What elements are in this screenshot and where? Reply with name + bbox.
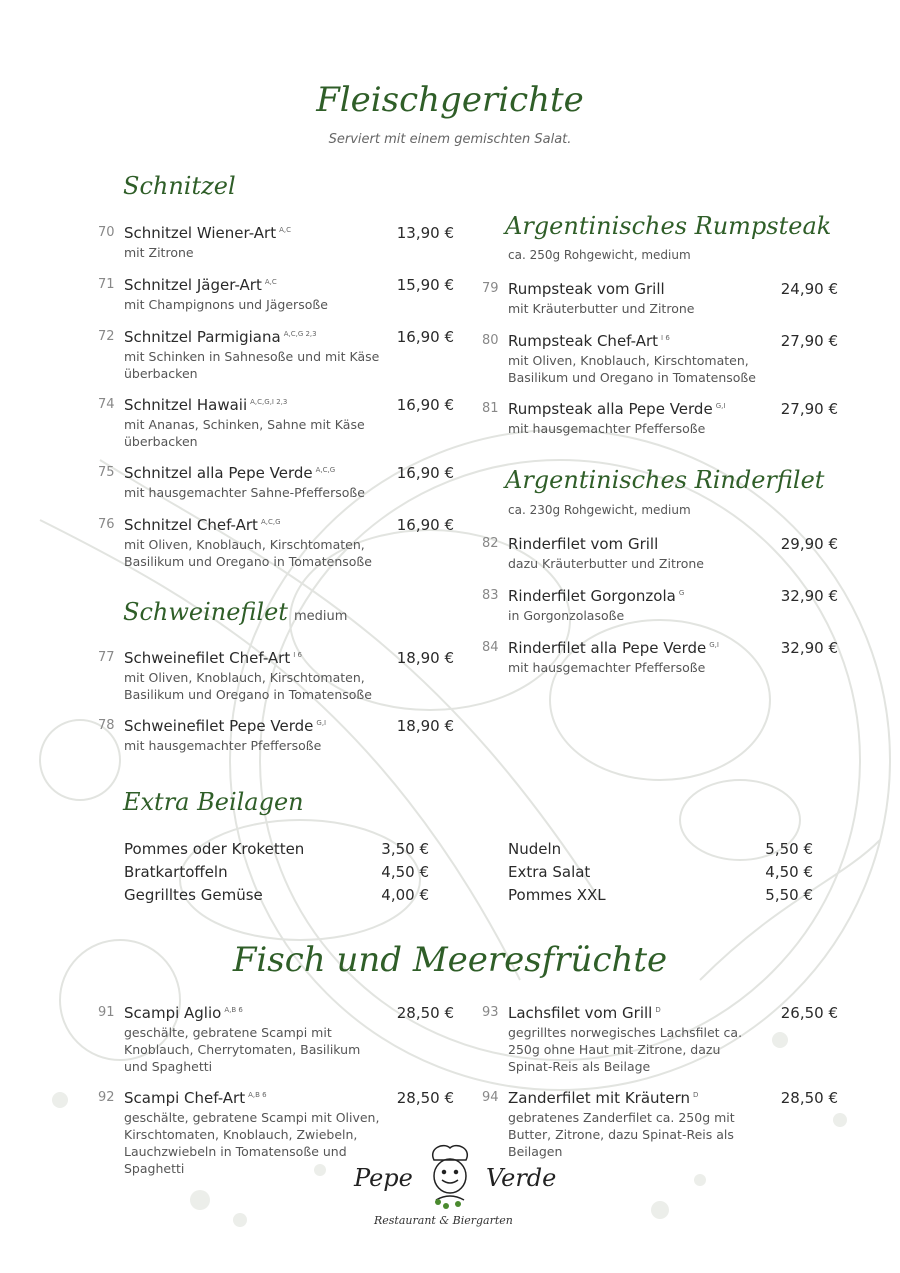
item-name: Schnitzel Jäger-Art (124, 276, 262, 294)
item-price: 28,50 € (396, 1004, 454, 1022)
extra-price: 5,50 € (765, 840, 813, 858)
section-note-rumpsteak: ca. 250g Rohgewicht, medium (508, 248, 691, 262)
item-price: 32,90 € (780, 587, 838, 605)
item-description: mit Oliven, Knoblauch, Kirschtomaten, Basilikum und Oregano in Tomatensoße (124, 670, 372, 702)
item-description: mit hausgemachter Pfeffersoße (508, 421, 706, 436)
extra-name: Extra Salat (508, 863, 591, 881)
item-allergens: D (655, 1006, 661, 1014)
item-number: 71 (98, 277, 115, 292)
item-allergens: A,C,G (315, 466, 336, 474)
section-title-schweinefilet (123, 598, 347, 626)
extra-item (508, 863, 813, 886)
item-allergens: A,B 6 (224, 1006, 243, 1014)
item-name: Schnitzel alla Pepe Verde (124, 464, 313, 482)
item-allergens: I 6 (293, 651, 302, 659)
extra-price: 5,50 € (765, 886, 813, 904)
item-description: mit Kräuterbutter und Zitrone (508, 301, 695, 316)
extra-price: 4,00 € (381, 886, 429, 904)
item-price: 18,90 € (396, 649, 454, 667)
item-name: Schnitzel Chef-Art (124, 516, 258, 534)
item-price: 28,50 € (396, 1089, 454, 1107)
menu-item (482, 400, 838, 437)
item-number: 93 (482, 1005, 499, 1020)
item-name: Scampi Aglio (124, 1004, 222, 1022)
item-number: 82 (482, 536, 499, 551)
item-description: mit Ananas, Schinken, Sahne mit Käse überbacken (124, 417, 365, 449)
menu-item (98, 328, 454, 382)
item-price: 13,90 € (396, 224, 454, 242)
extras-left-list (124, 840, 429, 909)
item-description: gegrilltes norwegisches Lachsfilet ca. 250g ohne Haut mit Zitrone, dazu Spinat-Reis als Beilage (508, 1025, 743, 1074)
extra-name: Pommes XXL (508, 886, 606, 904)
item-name: Scampi Chef-Art (124, 1089, 246, 1107)
item-name: Schweinefilet Chef-Art (124, 649, 291, 667)
section-title-schweinefilet-text: Schweinefilet (123, 598, 288, 626)
menu-item (98, 717, 454, 754)
item-allergens: A,C (264, 278, 277, 286)
item-allergens: A,C,G (260, 518, 281, 526)
item-description: mit Oliven, Knoblauch, Kirschtomaten, Basilikum und Oregano in Tomatensoße (124, 537, 372, 569)
item-allergens: A,B 6 (248, 1091, 267, 1099)
restaurant-logo (350, 1138, 557, 1238)
logo-text-verde: Verde (486, 1164, 557, 1192)
item-price: 15,90 € (396, 276, 454, 294)
chef-icon (414, 1140, 486, 1210)
item-description: geschälte, gebratene Scampi mit Oliven, Kirschtomaten, Knoblauch, Zwiebeln, Lauchzwiebeln in Tomatensoße und Spaghetti (124, 1110, 380, 1176)
extra-price: 4,50 € (381, 863, 429, 881)
logo-tagline: Restaurant & Biergarten (374, 1214, 513, 1227)
menu-item (98, 1004, 454, 1075)
item-number: 79 (482, 281, 499, 296)
item-name: Schweinefilet Pepe Verde (124, 717, 314, 735)
menu-item (482, 332, 838, 386)
item-name: Schnitzel Wiener-Art (124, 224, 277, 242)
item-allergens: G,I (715, 402, 726, 410)
item-allergens: I 6 (661, 334, 670, 342)
section-title-schnitzel: Schnitzel (123, 172, 236, 200)
item-description: geschälte, gebratene Scampi mit Knoblauch, Cherrytomaten, Basilikum und Spaghetti (124, 1025, 361, 1074)
item-number: 74 (98, 397, 115, 412)
menu-item (482, 1089, 838, 1160)
item-number: 78 (98, 718, 115, 733)
item-name: Rumpsteak alla Pepe Verde (508, 400, 713, 418)
section-title-fisch: Fisch und Meeresfrüchte (232, 940, 668, 980)
item-number: 92 (98, 1090, 115, 1105)
item-number: 81 (482, 401, 499, 416)
extra-price: 3,50 € (381, 840, 429, 858)
extra-name: Gegrilltes Gemüse (124, 886, 263, 904)
menu-item (98, 224, 454, 261)
item-price: 28,50 € (780, 1089, 838, 1107)
item-allergens: D (693, 1091, 699, 1099)
menu-item (98, 649, 454, 703)
item-price: 16,90 € (396, 516, 454, 534)
extra-name: Pommes oder Kroketten (124, 840, 305, 858)
item-name: Rumpsteak vom Grill (508, 280, 665, 298)
item-description: dazu Kräuterbutter und Zitrone (508, 556, 704, 571)
item-number: 80 (482, 333, 499, 348)
item-number: 76 (98, 517, 115, 532)
extra-name: Nudeln (508, 840, 562, 858)
menu-item (482, 280, 838, 317)
menu-item (482, 535, 838, 572)
menu-item (98, 464, 454, 501)
item-price: 24,90 € (780, 280, 838, 298)
menu-item (482, 639, 838, 676)
extra-item (124, 863, 429, 886)
section-title-extras: Extra Beilagen (123, 788, 304, 816)
item-allergens: G,I (316, 719, 327, 727)
item-name: Zanderfilet mit Kräutern (508, 1089, 691, 1107)
item-price: 27,90 € (780, 332, 838, 350)
item-description: mit hausgemachter Pfeffersoße (124, 738, 322, 753)
extras-right-list (508, 840, 813, 909)
item-allergens: A,C (279, 226, 292, 234)
item-name: Lachsfilet vom Grill (508, 1004, 653, 1022)
item-number: 91 (98, 1005, 115, 1020)
item-name: Rinderfilet Gorgonzola (508, 587, 676, 605)
item-name: Rinderfilet alla Pepe Verde (508, 639, 707, 657)
item-description: mit Schinken in Sahnesoße und mit Käse überbacken (124, 349, 380, 381)
section-title-rumpsteak: Argentinisches Rumpsteak (505, 212, 832, 240)
item-price: 29,90 € (780, 535, 838, 553)
item-name: Rinderfilet vom Grill (508, 535, 659, 553)
item-allergens: G,I (709, 641, 719, 649)
item-number: 72 (98, 329, 115, 344)
item-allergens: G (678, 589, 685, 597)
item-description: in Gorgonzolasoße (508, 608, 625, 623)
extra-item (124, 886, 429, 909)
item-description: mit hausgemachter Pfeffersoße (508, 660, 706, 675)
menu-item (98, 396, 454, 450)
item-price: 16,90 € (396, 464, 454, 482)
item-number: 83 (482, 588, 499, 603)
extra-item (124, 840, 429, 863)
section-title-rinderfilet: Argentinisches Rinderfilet (505, 466, 825, 494)
item-description: mit hausgemachter Sahne-Pfeffersoße (124, 485, 365, 500)
item-description: gebratenes Zanderfilet ca. 250g mit Butter, Zitrone, dazu Spinat-Reis als Beilagen (508, 1110, 735, 1159)
extra-item (508, 886, 813, 909)
page-subtitle: Serviert mit einem gemischten Salat. (328, 132, 572, 147)
item-allergens: A,C,G,I 2,3 (250, 398, 288, 406)
item-price: 26,50 € (780, 1004, 838, 1022)
item-price: 16,90 € (396, 396, 454, 414)
item-price: 27,90 € (780, 400, 838, 418)
menu-item (98, 276, 454, 313)
item-number: 77 (98, 650, 115, 665)
extra-item (508, 840, 813, 863)
menu-item (482, 587, 838, 624)
item-price: 16,90 € (396, 328, 454, 346)
menu-item (482, 1004, 838, 1075)
item-description: mit Champignons und Jägersoße (124, 297, 328, 312)
item-description: mit Zitrone (124, 245, 194, 260)
extra-name: Bratkartoffeln (124, 863, 228, 881)
section-note-schweinefilet: medium (293, 609, 348, 624)
item-number: 75 (98, 465, 115, 480)
section-note-rinderfilet: ca. 230g Rohgewicht, medium (508, 503, 691, 517)
page-title: Fleischgerichte (316, 80, 584, 120)
item-price: 32,90 € (780, 639, 838, 657)
item-price: 18,90 € (396, 717, 454, 735)
item-allergens: A,C,G 2,3 (283, 330, 317, 338)
item-name: Schnitzel Hawaii (124, 396, 248, 414)
logo-text-pepe: Pepe (354, 1164, 413, 1192)
menu-item (98, 516, 454, 570)
item-number: 94 (482, 1090, 499, 1105)
item-name: Schnitzel Parmigiana (124, 328, 281, 346)
item-number: 84 (482, 640, 499, 655)
item-number: 70 (98, 225, 115, 240)
extra-price: 4,50 € (765, 863, 813, 881)
item-description: mit Oliven, Knoblauch, Kirschtomaten, Basilikum und Oregano in Tomatensoße (508, 353, 756, 385)
item-name: Rumpsteak Chef-Art (508, 332, 659, 350)
